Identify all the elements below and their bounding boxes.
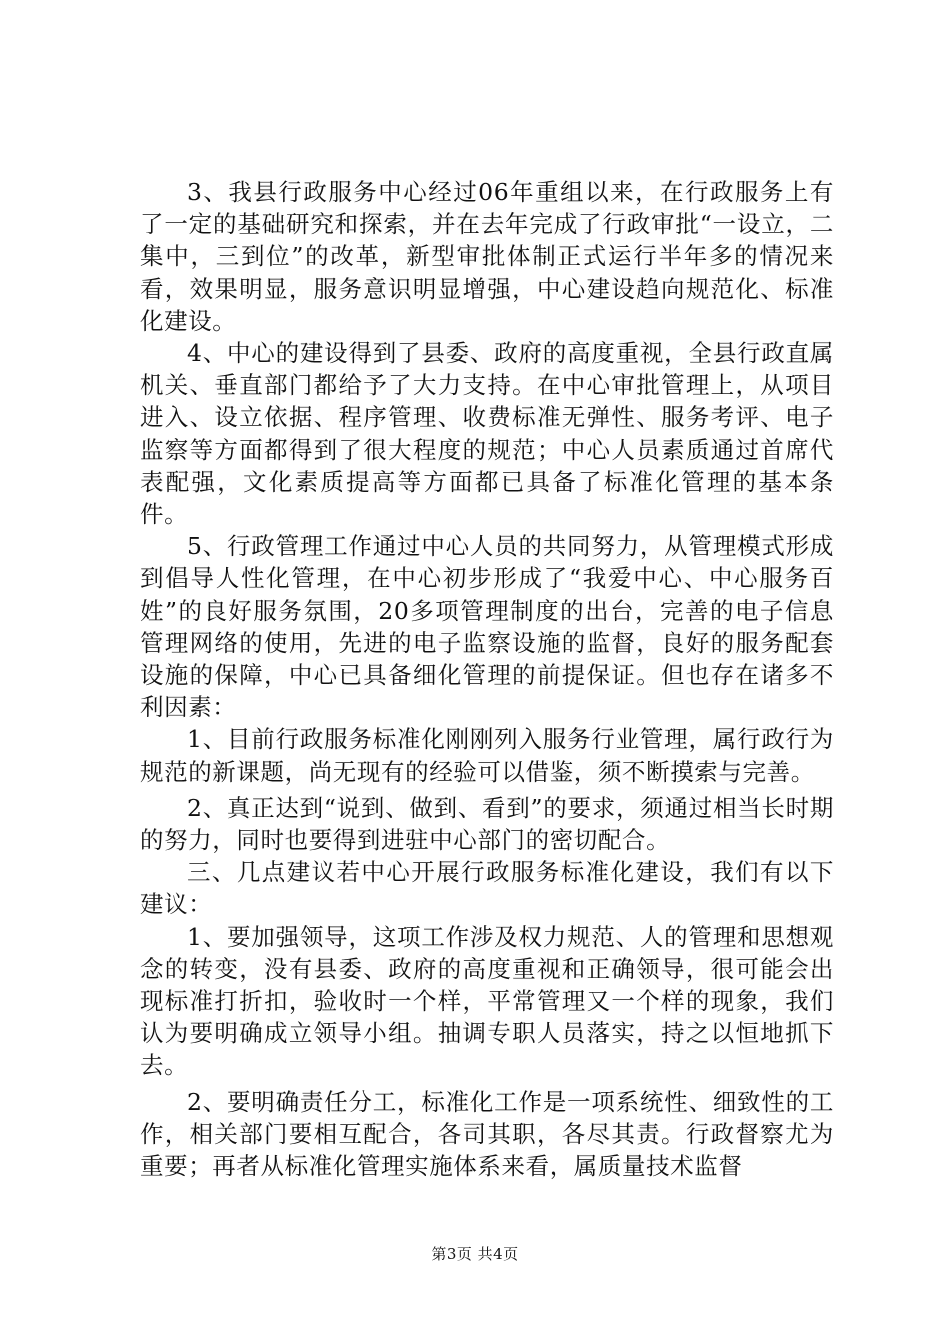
paragraph-suggestion-1: 1、要加强领导，这项工作涉及权力规范、人的管理和思想观念的转变，没有县委、政府的高度重视和正确领导，很可能会出现标准打折扣，验收时一个样，平常管理又一个样的现象，我们认为要明确成立领导小组。抽调专职人员落实，持之以恒地抓下去。	[140, 922, 834, 1080]
paragraph-unfavorable-factor-1: 1、目前行政服务标准化刚刚列入服务行业管理，属行政行为规范的新课题，尚无现有的经验可以借鉴，须不断摸索与完善。	[140, 725, 834, 786]
paragraph-unfavorable-factor-2: 2、真正达到“说到、做到、看到”的要求，须通过相当长时期的努力，同时也要得到进驻中心部门的密切配合。	[140, 793, 834, 855]
page-footer: 第3页 共4页	[431, 1245, 519, 1263]
section-heading-suggestions: 三、几点建议若中心开展行政服务标准化建设，我们有以下建议：	[140, 858, 834, 919]
document-body	[140, 176, 834, 1182]
paragraph-4-government-support: 4、中心的建设得到了县委、政府的高度重视，全县行政直属机关、垂直部门都给予了大力支持。在中心审批管理上，从项目进入、设立依据、程序管理、收费标准无弹性、服务考评、电子监察等方面都得到了很大程度的规范；中心人员素质通过首席代表配强，文化素质提高等方面都已具备了标准化管理的基本条件。	[140, 339, 834, 529]
paragraph-3-service-center-reorganization: 3、我县行政服务中心经过06年重组以来，在行政服务上有了一定的基础研究和探索，并在去年完成了行政审批“一设立，二集中，三到位”的改革，新型审批体制正式运行半年多的情况来看，效果明显，服务意识明显增强，中心建设趋向规范化、标准化建设。	[140, 178, 834, 335]
paragraph-suggestion-2: 2、要明确责任分工，标准化工作是一项系统性、细致性的工作，相关部门要相互配合，各司其职，各尽其责。行政督察尤为重要；再者从标准化管理实施体系来看，属质量技术监督	[140, 1087, 834, 1181]
paragraph-5-management-work: 5、行政管理工作通过中心人员的共同努力，从管理模式形成到倡导人性化管理，在中心初步形成了“我爱中心、中心服务百姓”的良好服务氛围，20多项管理制度的出台，完善的电子信息管理网络的使用，先进的电子监察设施的监督，良好的服务配套设施的保障，中心已具备细化管理的前提保证。但也存在诸多不利因素：	[140, 532, 834, 722]
